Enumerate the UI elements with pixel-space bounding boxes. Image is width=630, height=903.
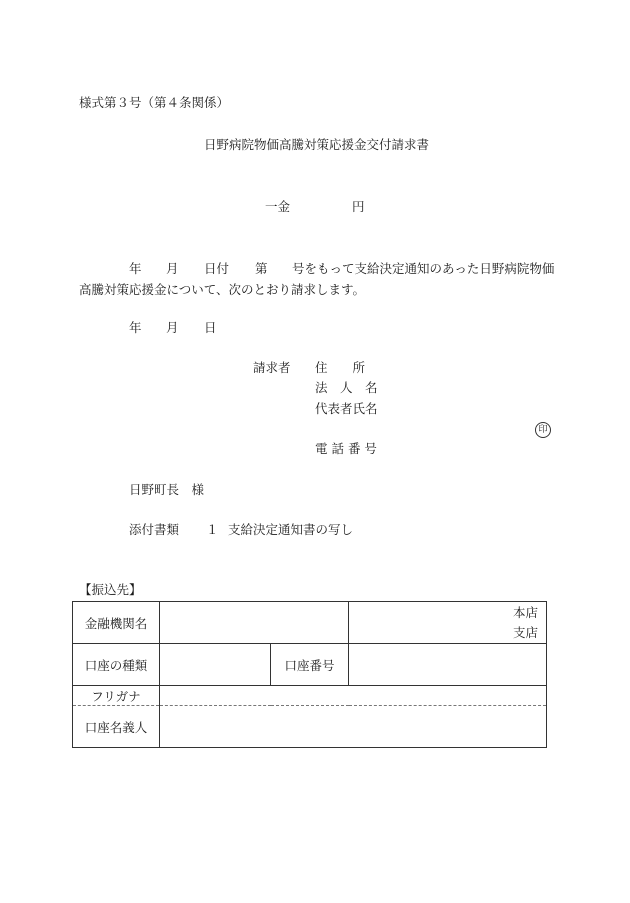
attachment-label: 添付書類	[129, 522, 180, 537]
holder-label: 口座名義人	[73, 706, 160, 748]
corporation-label: 法 人 名	[315, 380, 378, 395]
amount-suffix: 円	[352, 199, 365, 214]
account-number-field[interactable]	[349, 644, 547, 686]
body-day: 日付	[204, 261, 230, 276]
date-day: 日	[204, 320, 217, 335]
seal-mark: 印	[535, 422, 551, 438]
branch-text: 支店	[512, 624, 538, 640]
body-dai: 第	[255, 261, 268, 276]
attachment-item: 支給決定通知書の写し	[228, 522, 354, 537]
account-number-label: 口座番号	[271, 644, 349, 686]
addressee: 日野町長 様	[129, 482, 205, 497]
form-number: 様式第３号（第４条関係）	[79, 95, 230, 110]
transfer-heading: 【振込先】	[79, 582, 142, 597]
amount-prefix: 一金	[265, 199, 291, 214]
bank-name-label: 金融機関名	[73, 602, 160, 644]
body-year: 年	[129, 261, 142, 276]
bank-name-field[interactable]	[160, 602, 349, 644]
date-year: 年	[129, 320, 142, 335]
body-month: 月	[166, 261, 179, 276]
form-title: 日野病院物価高騰対策応援金交付請求書	[204, 137, 430, 152]
bank-name-row	[73, 602, 547, 644]
body-text-2: 高騰対策応援金について、次のとおり請求します。	[79, 282, 366, 297]
furigana-row	[73, 686, 547, 706]
head-office-text: 本店	[512, 604, 538, 620]
address-label: 住 所	[315, 360, 366, 375]
branch-cell[interactable]	[349, 602, 547, 644]
account-type-field[interactable]	[160, 644, 271, 686]
transfer-table	[72, 601, 547, 748]
account-type-label: 口座の種類	[73, 644, 160, 686]
body-text-1: 号をもって支給決定通知のあった日野病院物価	[292, 261, 555, 276]
account-row	[73, 644, 547, 686]
holder-row	[73, 706, 547, 748]
date-month: 月	[166, 320, 179, 335]
attachment-number: １	[206, 522, 219, 537]
furigana-field[interactable]	[160, 686, 547, 706]
phone-label: 電 話 番 号	[315, 441, 377, 456]
representative-label: 代表者氏名	[315, 401, 378, 416]
holder-field[interactable]	[160, 706, 547, 748]
claimant-label: 請求者	[253, 360, 291, 375]
furigana-label: フリガナ	[73, 686, 160, 706]
